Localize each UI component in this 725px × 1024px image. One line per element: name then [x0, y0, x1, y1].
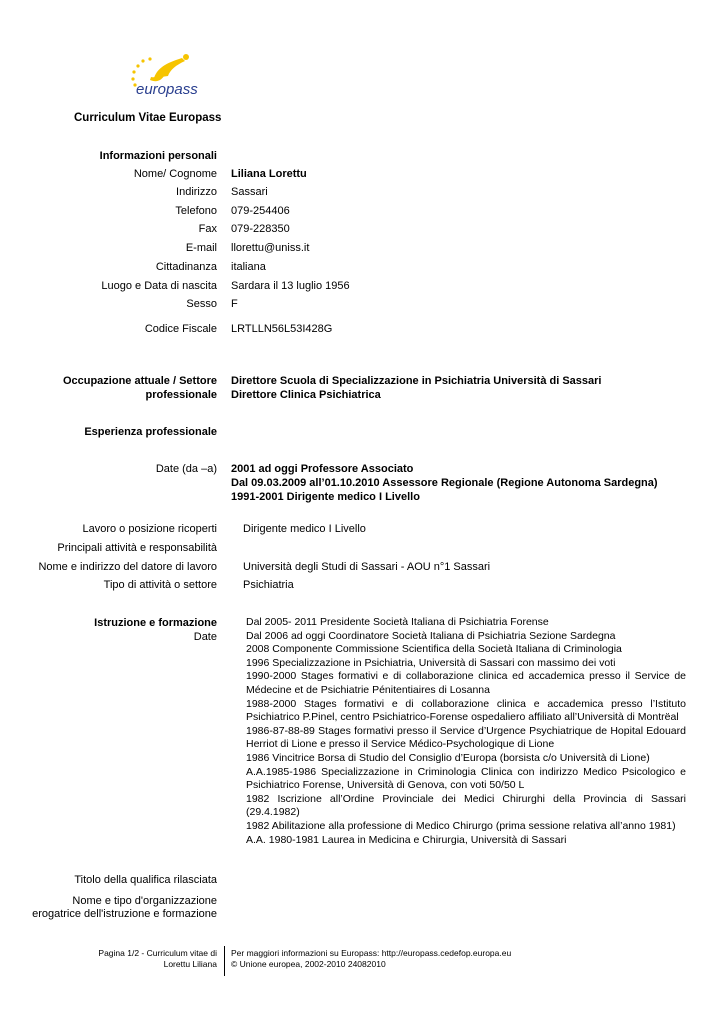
experience-date-line-2: Dal 09.03.2009 all’01.10.2010 Assessore Regionale (Regione Autonoma Sardegna) — [231, 477, 658, 489]
education-line: A.A.1985-1986 Specializzazione in Criminologia Clinica con indirizzo Medico Psicologico e Psichiatrico Forense, Università di Genova, con voti 50/50 L — [246, 765, 686, 792]
label-employer: Nome e indirizzo del datore di lavoro — [38, 561, 217, 573]
svg-text:europass: europass — [136, 81, 198, 98]
section-personal-info: Informazioni personali — [99, 150, 217, 162]
label-sex: Sesso — [186, 298, 217, 310]
value-occupation-1: Direttore Scuola di Specializzazione in Psichiatria Università di Sassari — [231, 375, 602, 387]
footer-copyright: © Unione europea, 2002-2010 24082010 — [231, 959, 386, 969]
label-education-date: Date — [193, 631, 217, 643]
value-occupation-2: Direttore Clinica Psichiatrica — [231, 389, 381, 401]
label-name: Nome/ Cognome — [133, 168, 217, 180]
label-occupation-1: Occupazione attuale / Settore — [62, 375, 217, 387]
label-position: Lavoro o posizione ricoperti — [82, 523, 217, 535]
label-address: Indirizzo — [176, 186, 217, 198]
value-fax: 079-228350 — [231, 223, 290, 235]
education-line: 1986-87-88-89 Stages formativi presso il Service d’Urgence Psychiatrique de Hopital Edouard Herriot di Lione e presso il Service Médico-Psychologique di Lione — [246, 724, 686, 751]
experience-date-line-1: 2001 ad oggi Professore Associato — [231, 463, 414, 475]
education-line: 1982 Abilitazione alla professione di Medico Chirurgo (prima sessione relativa all’anno 1981) — [246, 819, 676, 832]
label-experience-date: Date (da –a) — [155, 463, 217, 475]
education-list — [246, 616, 686, 847]
value-name: Liliana Lorettu — [231, 168, 307, 180]
value-sex: F — [231, 298, 238, 310]
label-organization-1: Nome e tipo d'organizzazione — [72, 895, 217, 907]
education-line: 1982 Iscrizione all’Ordine Provinciale dei Medici Chirurghi della Provincia di Sassari (29.4.1982) — [246, 792, 686, 819]
education-line: Dal 2005- 2011 Presidente Società Italiana di Psichiatria Forense — [246, 616, 549, 628]
value-citizenship: italiana — [231, 261, 266, 273]
europass-logo-icon — [124, 52, 210, 102]
value-sector: Psichiatria — [243, 579, 294, 591]
label-organization-2: erogatrice dell'istruzione e formazione — [32, 908, 217, 920]
label-occupation-2: professionale — [145, 389, 217, 401]
education-line: 1986 Vincitrice Borsa di Studio del Consiglio d’Europa (borsista c/o Università di Lione) — [246, 751, 650, 764]
europass-logo — [124, 52, 210, 102]
label-citizenship: Cittadinanza — [155, 261, 217, 273]
value-birth: Sardara il 13 luglio 1956 — [231, 280, 350, 292]
value-address: Sassari — [231, 186, 268, 198]
footer-divider — [224, 946, 225, 976]
label-qualification: Titolo della qualifica rilasciata — [74, 874, 217, 886]
footer-info — [231, 948, 511, 970]
label-email: E-mail — [185, 242, 217, 254]
value-employer: Università degli Studi di Sassari - AOU n°1 Sassari — [243, 561, 491, 573]
education-line: 2008 Componente Commissione Scientifica della Società Italiana di Criminologia — [246, 643, 622, 656]
footer-europass-link[interactable]: Per maggiori informazioni su Europass: http://europass.cedefop.europa.eu — [231, 948, 512, 958]
education-line: A.A. 1980-1981 Laurea in Medicina e Chirurgia, Università di Sassari — [246, 833, 567, 846]
value-position: Dirigente medico I Livello — [243, 523, 366, 535]
education-line: 1988-2000 Stages formativi e di collaborazione clinica e accademica presso l’Istituto Psichiatrico P.Pinel, centro Psichiatrico-Forense ospedaliero affiliato all’Università di Montrëal — [246, 697, 686, 724]
label-responsibilities: Principali attività e responsabilità — [57, 542, 217, 554]
label-fax: Fax — [198, 223, 217, 235]
section-experience: Esperienza professionale — [84, 426, 217, 438]
label-birth: Luogo e Data di nascita — [101, 280, 217, 292]
label-tax-code: Codice Fiscale — [144, 323, 217, 335]
value-tax-code: LRTLLN56L53I428G — [231, 323, 333, 335]
footer-page-info — [98, 948, 217, 970]
experience-date-line-3: 1991-2001 Dirigente medico I Livello — [231, 491, 420, 503]
education-line: 1996 Specializzazione in Psichiatria, Università di Sassari con massimo dei voti — [246, 656, 616, 669]
value-phone: 079-254406 — [231, 205, 290, 217]
label-sector: Tipo di attività o settore — [103, 579, 217, 591]
section-education: Istruzione e formazione — [94, 617, 217, 629]
education-line: 1990-2000 Stages formativi e di collaborazione clinica ed accademica presso il Service de Médecine et de Psichiatrie Pénitentiaires di Losanna — [246, 670, 686, 696]
footer-page-line: Pagina 1/2 - Curriculum vitae di — [98, 948, 217, 958]
education-line: Dal 2006 ad oggi Coordinatore Società Italiana di Psichiatria Sezione Sardegna — [246, 629, 616, 642]
label-phone: Telefono — [175, 205, 217, 217]
footer-author-line: Lorettu Liliana — [163, 959, 217, 969]
cv-title: Curriculum Vitae Europass — [74, 112, 222, 124]
value-email[interactable]: llorettu@uniss.it — [231, 242, 310, 254]
